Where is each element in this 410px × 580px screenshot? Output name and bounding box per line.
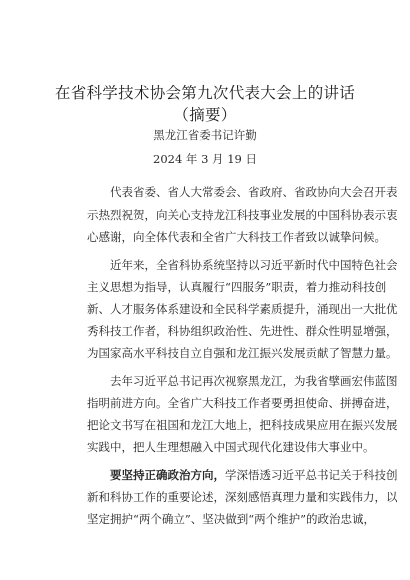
paragraph-3-line: 把论文书写在祖国和龙江大地上，把科技成果应用在振兴发展 bbox=[87, 418, 398, 432]
paragraph-2-line: 为国家高水平科技自立自强和龙江振兴发展贡献了智慧力量。 bbox=[87, 346, 398, 360]
paragraph-3-line: 去年习近平总书记再次视察黑龙江，为我省擘画宏伟蓝图 bbox=[110, 374, 398, 388]
paragraph-4-line: 新和科协工作的重要论述，深刻感悟真理力量和实践伟力，以 bbox=[87, 490, 398, 504]
speech-author: 黑龙江省委书记许勤 bbox=[153, 128, 257, 142]
speech-date: 2024 年 3 月 19 日 bbox=[153, 152, 257, 166]
paragraph-1-line: 心感谢，向全体代表和全省广大科技工作者致以诚挚问候。 bbox=[87, 230, 386, 244]
paragraph-1-line: 示热烈祝贺，向关心支持龙江科技事业发展的中国科协表示衷 bbox=[87, 208, 398, 222]
paragraph-2-line: 新、人才服务体系建设和全民科学素质提升，涌现出一大批优 bbox=[87, 302, 398, 316]
paragraph-3-line: 实践中，把人生理想融入中国式现代化建设伟大事业中。 bbox=[87, 440, 375, 454]
paragraph-2-line: 近年来，全省科协系统坚持以习近平新时代中国特色社会 bbox=[110, 258, 398, 272]
paragraph-4-line bbox=[110, 468, 398, 482]
paragraph-2-line: 秀科技工作者，科协组织政治性、先进性、群众性明显增强， bbox=[87, 324, 398, 338]
speech-subtitle: （摘要） bbox=[173, 106, 237, 124]
paragraph-4-text: 学深悟透习近平总书记关于科技创 bbox=[225, 468, 398, 482]
paragraph-1-line: 代表省委、省人大常委会、省政府、省政协向大会召开表 bbox=[110, 185, 398, 199]
speech-title: 在省科学技术协会第九次代表大会上的讲话 bbox=[54, 84, 356, 102]
bold-lead-text: 要坚持正确政治方向， bbox=[110, 468, 225, 482]
paragraph-4-line: 坚定拥护“两个确立”、坚决做到“两个维护”的政治忠诚， bbox=[87, 512, 376, 526]
paragraph-3-line: 指明前进方向。全省广大科技工作者要勇担使命、拼搏奋进， bbox=[87, 396, 398, 410]
paragraph-2-line: 主义思想为指导，认真履行“四服务”职责，着力推动科技创 bbox=[87, 280, 387, 294]
